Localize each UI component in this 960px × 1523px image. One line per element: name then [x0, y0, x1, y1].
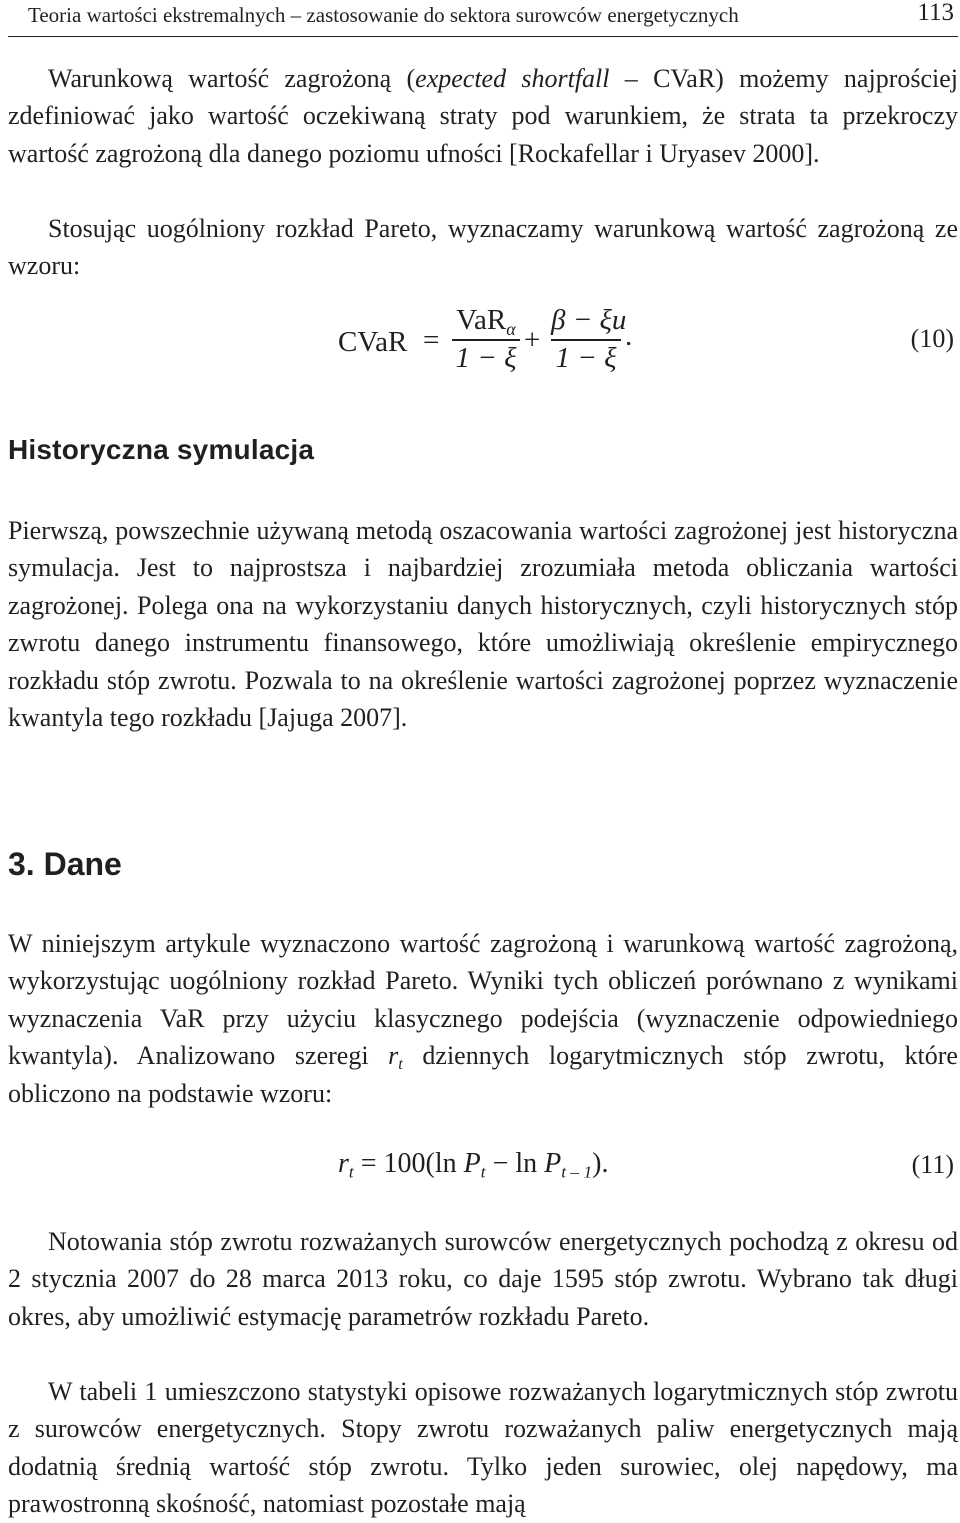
eq11-minus-ln: − ln: [485, 1148, 545, 1179]
eq10-alpha-subscript: α: [506, 318, 516, 339]
heading-section-3-data: 3. Dane: [8, 846, 122, 882]
eq10-fraction-var: [452, 304, 520, 375]
paragraph-data-r-symbol: r: [388, 1041, 399, 1071]
equation-11: [8, 1148, 958, 1190]
eq11-body: [338, 1148, 608, 1180]
paragraph-table-1-summary: W tabeli 1 umieszczono statystyki opisowe rozważanych logarytmicznych stóp zwrotu z surowców energetycznych. Stopy zwrotu rozważanych paliw energetycznych mają dodatnią średnią wartość stóp zwrotu. Tylko jeden surowiec, olej napędowy, ma prawostronną skośność, natomiast pozostałe mają: [8, 1377, 958, 1519]
paragraph-data-description: [8, 925, 958, 1112]
eq10-plus: +: [524, 324, 541, 356]
eq10-fraction-var-numerator: [452, 304, 520, 337]
paragraph-historical-simulation: Pierwszą, powszechnie używaną metodą oszacowania wartości zagrożonej jest historyczna symulacja. Jest to najprostsza i najbardziej zrozumiała metoda obliczania wartości zagrożonej. Polega ona na wykorzystaniu danych historycznych, czyli historycznych stóp zwrotu danego instrumentu finansowego, które umożliwiają określenie empirycznego rozkładu stóp zwrotu. Pozwala to na określenie wartości zagrożonej poprzez wyznaczenie kwantyla tego rozkładu [Jajuga 2007].: [8, 516, 958, 733]
page-number: 113: [917, 0, 954, 26]
eq10-fraction-beta-denominator: 1 − ξ: [555, 341, 617, 374]
eq10-fraction-beta-bar: [551, 339, 621, 341]
eq10-fraction-var-bar: [452, 339, 520, 341]
paragraph-pareto-intro: Stosując uogólniony rozkład Pareto, wyznaczamy warunkową wartość zagrożoną ze wzoru:: [8, 214, 958, 281]
eq10-equals: =: [423, 324, 440, 356]
eq11-P-lag-subscript: t – 1: [561, 1162, 593, 1182]
eq11-close: ).: [592, 1148, 609, 1179]
running-header: [8, 0, 958, 37]
heading-historical-simulation: Historyczna symulacja: [8, 434, 315, 465]
eq11-P-subscript: t: [480, 1162, 486, 1182]
paragraph-data-t-subscript: t: [398, 1056, 403, 1074]
paragraph-quotation-period: Notowania stóp zwrotu rozważanych surowców energetycznych pochodzą z okresu od 2 stycznia 2007 do 28 marca 2013 roku, co daje 1595 stóp zwrotu. Wybrano tak długi okres, aby umożliwić estymację parametrów rozkładu Pareto.: [8, 1227, 958, 1331]
paragraph-cvar-italic-term: expected shortfall: [415, 64, 610, 93]
eq11-r-subscript: t: [348, 1162, 354, 1182]
paragraph-cvar-text-rest: – CVaR) możemy najprościej zdefiniować jako wartość oczekiwaną straty pod warunkiem, że strata ta przekroczy wartość zagrożoną dla danego poziomu ufności [Rockafellar i Uryasev 2000].: [8, 64, 958, 168]
eq11-number: (11): [911, 1150, 954, 1179]
eq10-fraction-var-denominator: 1 − ξ: [455, 341, 517, 374]
paragraph-cvar-definition: [8, 60, 958, 172]
paragraph-cvar-text-start: Warunkową wartość zagrożoną (: [48, 64, 416, 93]
paragraph-data-text-rest: dziennych logarytmicznych stóp zwrotu, które obliczono na podstawie wzoru:: [8, 1041, 958, 1108]
equation-10: [8, 300, 958, 390]
eq10-var-label: VaR: [456, 304, 507, 336]
eq10-fraction-beta-numerator: β − ξu: [551, 304, 627, 336]
eq11-r: r: [338, 1148, 349, 1179]
eq11-P-lag: P: [544, 1148, 562, 1179]
eq10-lhs: CVaR: [338, 326, 408, 358]
eq10-fraction-beta: [551, 304, 627, 375]
eq10-number: (10): [910, 324, 954, 353]
paragraph-data-text-start: W niniejszym artykule wyznaczono wartość zagrożoną i warunkową wartość zagrożoną, wykorzystując uogólniony rozkład Pareto. Wyniki tych obliczeń porównano z wynikami wyznaczenia VaR przy użyciu klasycznego podejścia (wyznaczenie odpowiedniego kwantyla). Analizowano szeregi: [8, 929, 958, 1071]
running-title: Teoria wartości ekstremalnych – zastosowanie do sektora surowców energetycznych: [28, 3, 739, 27]
eq11-equals-ln: = 100(ln: [353, 1148, 464, 1179]
eq10-period: .: [625, 320, 633, 352]
eq11-P: P: [463, 1148, 481, 1179]
